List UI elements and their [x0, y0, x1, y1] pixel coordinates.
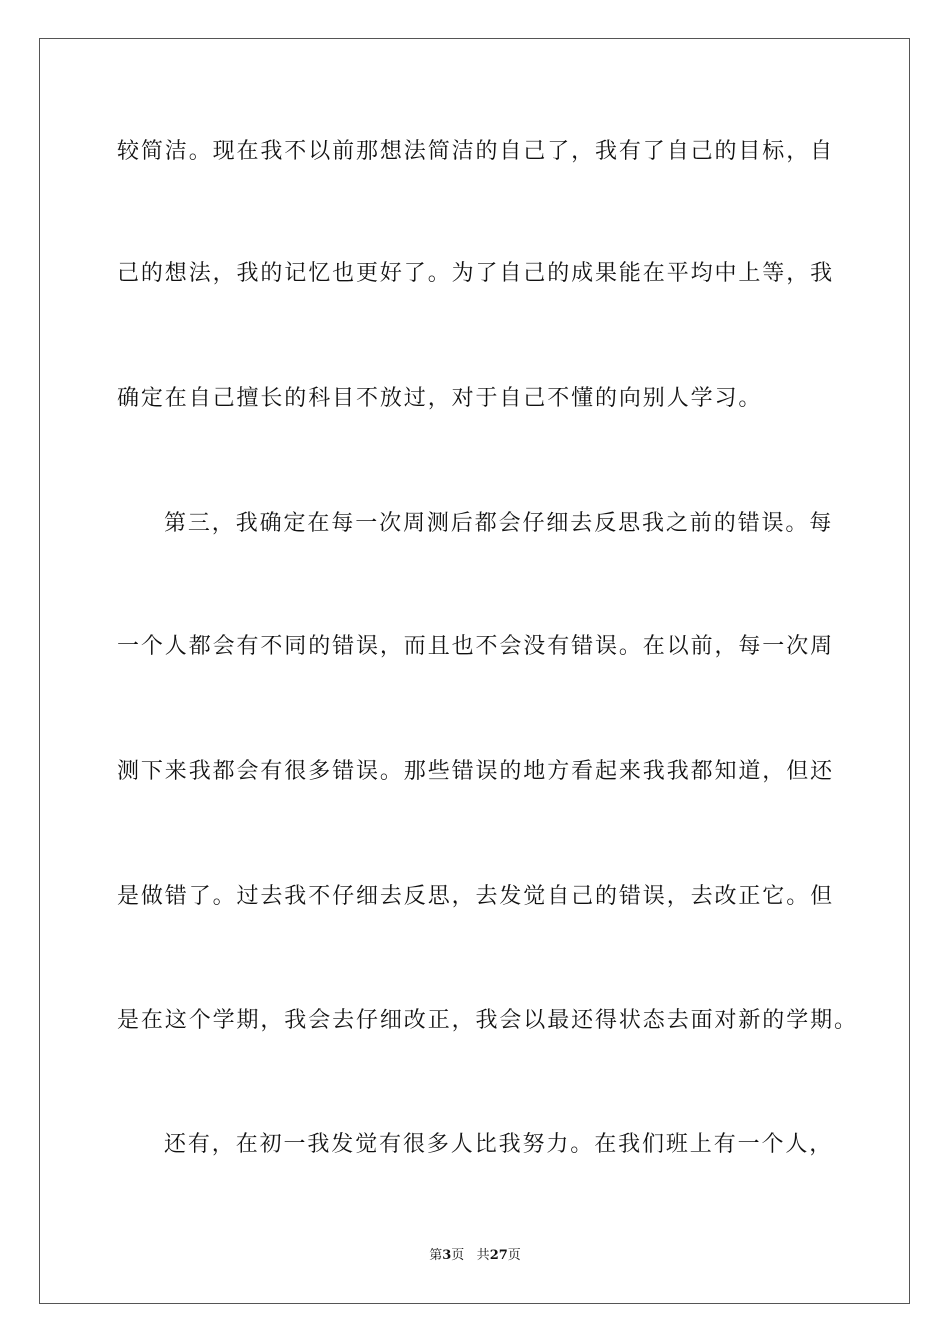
- page-number: 3: [442, 1248, 452, 1263]
- page-footer: [0, 1247, 950, 1265]
- page-prefix: 第: [429, 1248, 443, 1263]
- total-pages: 27: [489, 1248, 508, 1263]
- text-line: 确定在自己擅长的科目不放过，对于自己不懂的向别人学习。: [117, 386, 763, 411]
- total-suffix: 页: [507, 1248, 521, 1263]
- page-border: [39, 38, 910, 1304]
- text-line: 一个人都会有不同的错误，而且也不会没有错误。在以前，每一次周: [117, 634, 835, 659]
- text-line: 己的想法，我的记忆也更好了。为了自己的成果能在平均中上等，我: [117, 261, 835, 286]
- paragraph-start-line: 第三，我确定在每一次周测后都会仔细去反思我之前的错误。每: [164, 511, 834, 536]
- text-line: 是做错了。过去我不仔细去反思，去发觉自己的错误，去改正它。但: [117, 884, 835, 909]
- page-suffix: 页: [451, 1248, 465, 1263]
- text-line: 是在这个学期，我会去仔细改正，我会以最还得状态去面对新的学期。: [117, 1008, 858, 1033]
- text-line: 较简洁。现在我不以前那想法简洁的自己了，我有了自己的目标，自: [117, 139, 835, 164]
- paragraph-start-line: 还有，在初一我发觉有很多人比我努力。在我们班上有一个人，: [164, 1132, 834, 1157]
- text-line: 测下来我都会有很多错误。那些错误的地方看起来我我都知道，但还: [117, 759, 835, 784]
- total-prefix: 共: [476, 1248, 490, 1263]
